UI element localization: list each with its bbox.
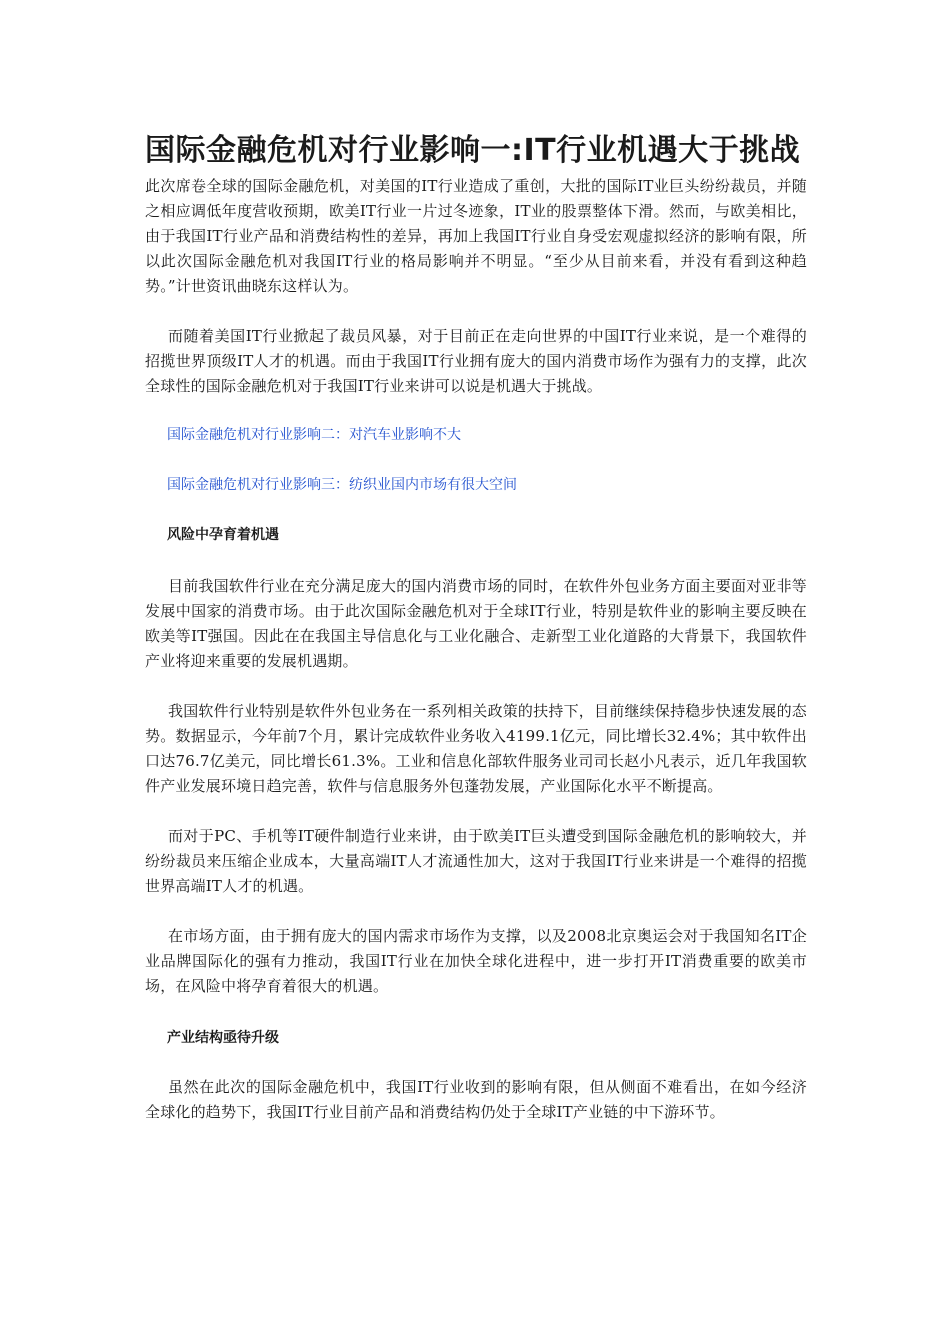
section-heading-structure: 产业结构亟待升级 bbox=[167, 1030, 279, 1046]
paragraph-software: 目前我国软件行业在充分满足庞大的国内消费市场的同时，在软件外包业务方面主要面对亚非等发展中国家的消费市场。由于此次国际金融危机对于全球IT行业，特别是软件业的影响主要反映在欧美等IT强国。因此在在我国主导信息化与工业化融合、走新型工业化道路的大背景下，我国软件产业将迎来重要的发展机遇期。 bbox=[145, 577, 807, 670]
related-link-textile[interactable]: 国际金融危机对行业影响三：纺织业国内市场有很大空间 bbox=[167, 477, 517, 493]
section-heading-risk: 风险中孕育着机遇 bbox=[167, 527, 279, 543]
paragraph-hardware: 而对于PC、手机等IT硬件制造行业来讲，由于欧美IT巨头遭受到国际金融危机的影响较大，并纷纷裁员来压缩企业成本，大量高端IT人才流通性加大，这对于我国IT行业来讲是一个难得的招揽世界高端IT人才的机遇。 bbox=[145, 827, 807, 895]
article-title: 国际金融危机对行业影响一:IT行业机遇大于挑战 bbox=[145, 133, 801, 168]
paragraph-market: 在市场方面，由于拥有庞大的国内需求市场作为支撑，以及2008北京奥运会对于我国知名IT企业品牌国际化的强有力推动，我国IT行业在加快全球化进程中，进一步打开IT消费重要的欧美市场，在风险中将孕育着很大的机遇。 bbox=[145, 927, 807, 995]
article bbox=[145, 128, 807, 1125]
paragraph-opportunity: 而随着美国IT行业掀起了裁员风暴，对于目前正在走向世界的中国IT行业来说，是一个难得的招揽世界顶级IT人才的机遇。而由于我国IT行业拥有庞大的国内消费市场作为强有力的支撑，此次全球性的国际金融危机对于我国IT行业来讲可以说是机遇大于挑战。 bbox=[145, 327, 807, 395]
related-link-auto[interactable]: 国际金融危机对行业影响二：对汽车业影响不大 bbox=[167, 427, 461, 443]
paragraph-industry-chain: 虽然在此次的国际金融危机中，我国IT行业收到的影响有限，但从侧面不难看出，在如今经济全球化的趋势下，我国IT行业目前产品和消费结构仍处于全球IT产业链的中下游环节。 bbox=[145, 1078, 807, 1121]
intro-paragraph: 此次席卷全球的国际金融危机，对美国的IT行业造成了重创，大批的国际IT业巨头纷纷裁员，并随之相应调低年度营收预期，欧美IT行业一片过冬迹象，IT业的股票整体下滑。然而，与欧美相比，由于我国IT行业产品和消费结构性的差异，再加上我国IT行业自身受宏观虚拟经济的影响有限，所以此次国际金融危机对我国IT行业的格局影响并不明显。“至少从目前来看，并没有看到这种趋势。”计世资讯曲晓东这样认为。 bbox=[145, 177, 807, 295]
paragraph-statistics: 我国软件行业特别是软件外包业务在一系列相关政策的扶持下，目前继续保持稳步快速发展的态势。数据显示，今年前7个月，累计完成软件业务收入4199.1亿元，同比增长32.4%；其中软件出口达76.7亿美元，同比增长61.3%。工业和信息化部软件服务业司司长赵小凡表示，近几年我国软件产业发展环境日趋完善，软件与信息服务外包蓬勃发展，产业国际化水平不断提高。 bbox=[145, 702, 807, 795]
